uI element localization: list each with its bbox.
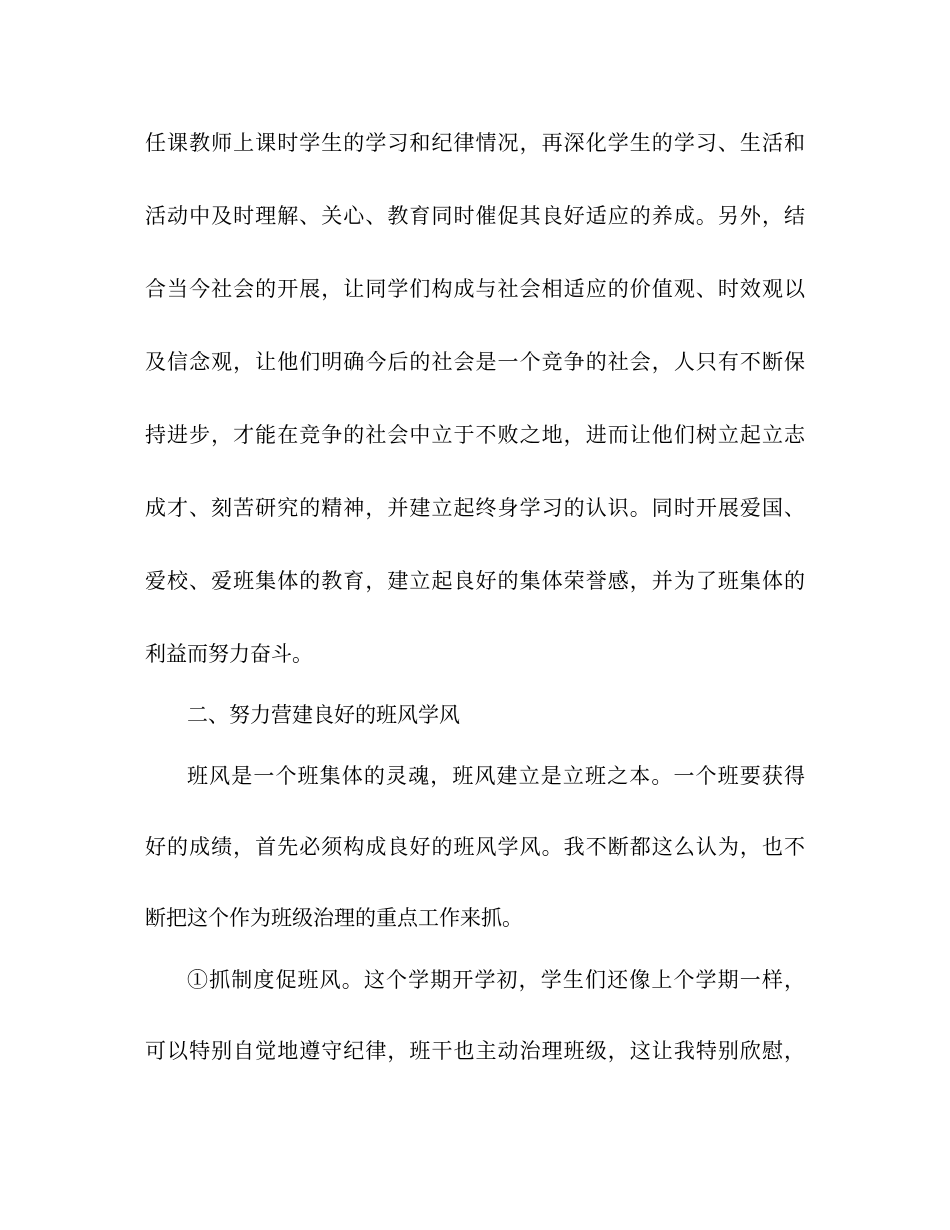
paragraph-line: 成才、刻苦研究的精神，并建立起终身学习的认识。同时开展爱国、 — [145, 496, 805, 520]
paragraph-line: 爱校、爱班集体的教育，建立起良好的集体荣誉感，并为了班集体的 — [145, 569, 805, 593]
paragraph-line: 断把这个作为班级治理的重点工作来抓。 — [145, 906, 523, 930]
paragraph-line: 好的成绩，首先必须构成良好的班风学风。我不断都这么认为，也不 — [145, 835, 805, 859]
paragraph-line: ①抓制度促班风。这个学期开学初，学生们还像上个学期一样， — [187, 968, 805, 992]
paragraph-line: 班风是一个班集体的灵魂，班风建立是立班之本。一个班要获得 — [187, 764, 805, 788]
paragraph-line: 及信念观，让他们明确今后的社会是一个竞争的社会，人只有不断保 — [145, 350, 805, 374]
section-heading: 二、努力营建良好的班风学风 — [187, 703, 460, 727]
paragraph-line: 合当今社会的开展，让同学们构成与社会相适应的价值观、时效观以 — [145, 277, 805, 301]
paragraph-line: 持进步，才能在竞争的社会中立于不败之地，进而让他们树立起立志 — [145, 423, 805, 447]
paragraph-line: 可以特别自觉地遵守纪律，班干也主动治理班级，这让我特别欣慰， — [145, 1039, 805, 1063]
paragraph-line: 利益而努力奋斗。 — [145, 642, 313, 666]
paragraph-line: 活动中及时理解、关心、教育同时催促其良好适应的养成。另外，结 — [145, 204, 805, 228]
paragraph-line: 任课教师上课时学生的学习和纪律情况，再深化学生的学习、生活和 — [145, 131, 805, 155]
